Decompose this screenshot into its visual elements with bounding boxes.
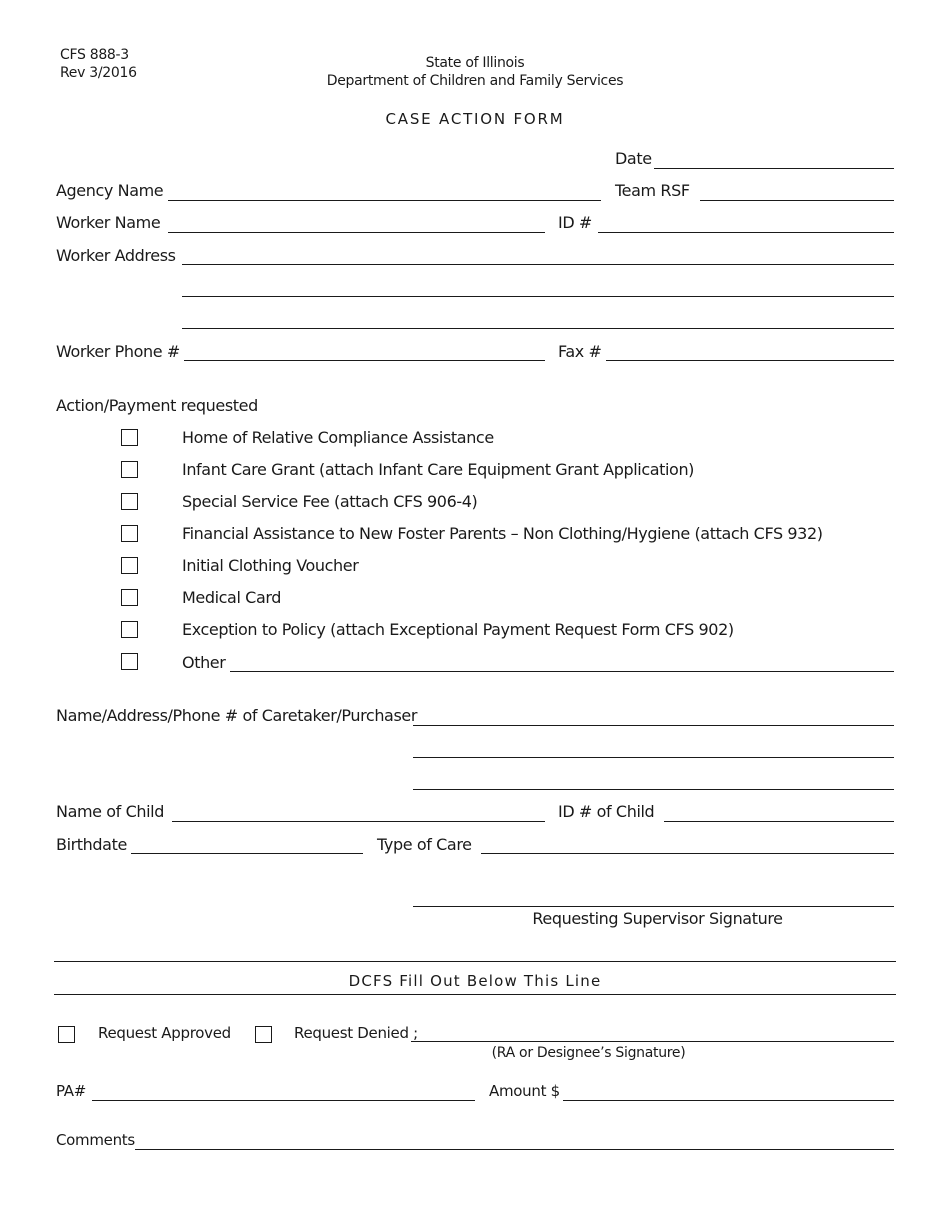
agency-name-label: Agency Name [56,181,164,200]
amount-label: Amount $ [489,1082,560,1100]
action-heading: Action/Payment requested [56,396,258,415]
option-other: Other [182,653,226,672]
option-initial-clothing-voucher: Initial Clothing Voucher [182,556,359,575]
request-denied-label: Request Denied ; [294,1024,418,1042]
type-of-care-label: Type of Care [377,835,472,854]
checkbox-exception-to-policy[interactable] [121,621,138,638]
checkbox-infant-care-grant[interactable] [121,461,138,478]
id-of-child-field[interactable] [664,821,894,822]
ra-signature-field[interactable] [411,1041,894,1042]
form-revision: Rev 3/2016 [60,65,137,81]
comments-field[interactable] [135,1149,894,1150]
birthdate-field[interactable] [131,853,363,854]
department-heading: Department of Children and Family Services [326,73,624,89]
option-infant-care-grant: Infant Care Grant (attach Infant Care Equipment Grant Application) [182,460,695,479]
dcfs-bottom-rule [54,994,896,995]
option-exception-to-policy: Exception to Policy (attach Exceptional Payment Request Form CFS 902) [182,620,734,639]
option-home-of-relative: Home of Relative Compliance Assistance [182,428,494,447]
date-field[interactable] [654,168,894,169]
caretaker-line-2[interactable] [413,757,894,758]
dcfs-banner: DCFS Fill Out Below This Line [348,972,602,990]
worker-address-label: Worker Address [56,246,176,265]
comments-label: Comments [56,1131,135,1149]
team-rsf-label: Team RSF [615,181,690,200]
checkbox-request-approved[interactable] [58,1026,75,1043]
worker-address-line-1[interactable] [182,264,894,265]
form-id: CFS 888-3 [60,47,129,63]
name-of-child-field[interactable] [172,821,545,822]
date-label: Date [615,149,652,168]
id-label: ID # [558,213,592,232]
checkbox-request-denied[interactable] [255,1026,272,1043]
state-heading: State of Illinois [425,55,525,71]
checkbox-home-of-relative[interactable] [121,429,138,446]
worker-name-label: Worker Name [56,213,161,232]
name-of-child-label: Name of Child [56,802,164,821]
dcfs-top-rule [54,961,896,962]
pa-field[interactable] [92,1100,475,1101]
birthdate-label: Birthdate [56,835,127,854]
form-title: CASE ACTION FORM [385,110,565,128]
checkbox-special-service-fee[interactable] [121,493,138,510]
worker-address-line-2[interactable] [182,296,894,297]
worker-phone-label: Worker Phone # [56,342,180,361]
type-of-care-field[interactable] [481,853,894,854]
checkbox-financial-assistance[interactable] [121,525,138,542]
team-rsf-field[interactable] [700,200,894,201]
id-of-child-label: ID # of Child [558,802,655,821]
checkbox-initial-clothing-voucher[interactable] [121,557,138,574]
caretaker-line-1[interactable] [413,725,894,726]
ra-signature-label: (RA or Designee’s Signature) [491,1045,686,1061]
option-special-service-fee: Special Service Fee (attach CFS 906-4) [182,492,478,511]
agency-name-field[interactable] [168,200,601,201]
supervisor-signature-field[interactable] [413,906,894,907]
caretaker-line-3[interactable] [413,789,894,790]
worker-phone-field[interactable] [184,360,545,361]
pa-label: PA# [56,1082,87,1100]
supervisor-signature-label: Requesting Supervisor Signature [532,909,783,928]
caretaker-label: Name/Address/Phone # of Caretaker/Purchaser [56,706,418,725]
worker-address-line-3[interactable] [182,328,894,329]
id-field[interactable] [598,232,894,233]
option-financial-assistance: Financial Assistance to New Foster Parents – Non Clothing/Hygiene (attach CFS 932) [182,524,823,543]
request-approved-label: Request Approved [98,1024,231,1042]
fax-label: Fax # [558,342,602,361]
other-field[interactable] [230,671,894,672]
checkbox-other[interactable] [121,653,138,670]
checkbox-medical-card[interactable] [121,589,138,606]
fax-field[interactable] [606,360,894,361]
amount-field[interactable] [563,1100,894,1101]
worker-name-field[interactable] [168,232,545,233]
option-medical-card: Medical Card [182,588,282,607]
